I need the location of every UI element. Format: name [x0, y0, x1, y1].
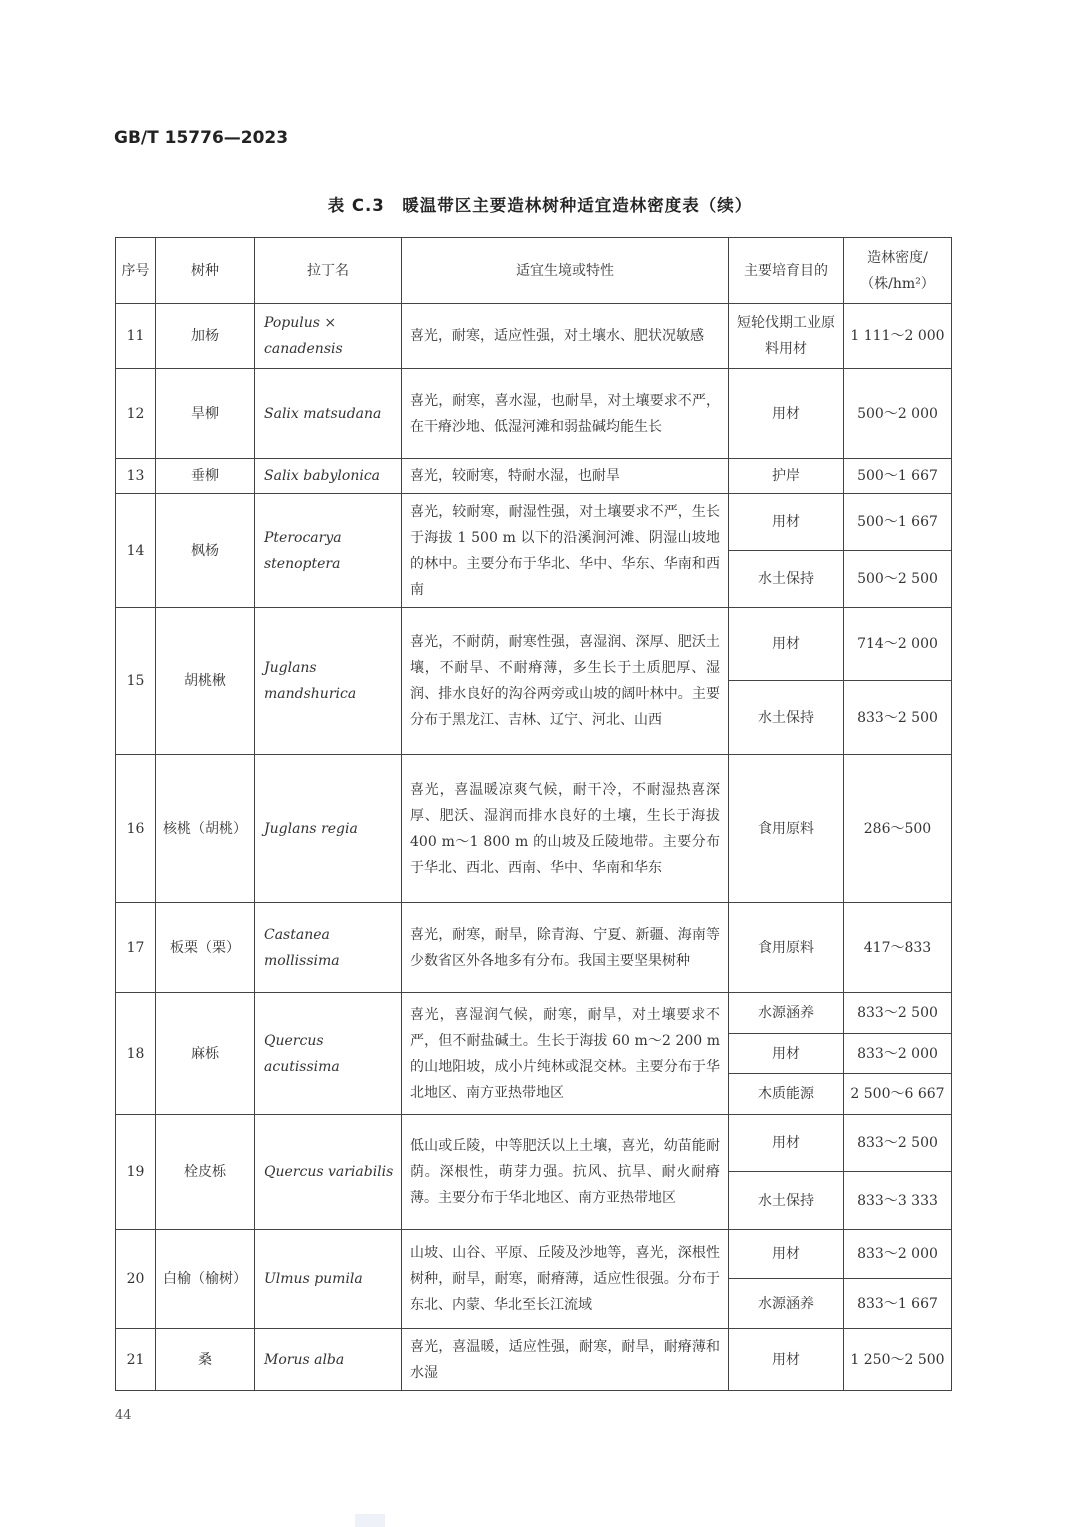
cell-habitat: 喜光，喜温暖凉爽气候，耐干冷，不耐湿热喜深厚、肥沃、湿润而排水良好的土壤，生长于海拔 400 m～1 800 m 的山坡及丘陵地带。主要分布于华北、西北、西南、华中、华南和华东: [402, 755, 729, 903]
cell-species: 枫杨: [156, 494, 255, 608]
cell-density: 500～2 500: [844, 551, 952, 608]
cell-purpose: 用材: [729, 1034, 844, 1074]
cell-density: 833～2 000: [844, 1034, 952, 1074]
cell-no: 16: [116, 755, 156, 903]
cell-species: 桑: [156, 1329, 255, 1391]
table-row: [116, 304, 952, 369]
page-number: 44: [115, 1408, 132, 1423]
cell-purpose: 木质能源: [729, 1074, 844, 1115]
table-row: [116, 1329, 952, 1391]
cell-no: 19: [116, 1115, 156, 1230]
cell-species: 核桃（胡桃）: [156, 755, 255, 903]
cell-species: 胡桃楸: [156, 608, 255, 755]
cell-latin: Pterocarya stenoptera: [255, 494, 402, 608]
cell-no: 14: [116, 494, 156, 608]
cell-species: 栓皮栎: [156, 1115, 255, 1230]
table-title: 表 C.3 暖温带区主要造林树种适宜造林密度表（续）: [327, 196, 753, 215]
cell-habitat: 喜光，耐寒，喜水湿，也耐旱，对土壤要求不严，在干瘠沙地、低湿河滩和弱盐碱均能生长: [402, 369, 729, 459]
cell-habitat: 喜光，耐寒，适应性强，对土壤水、肥状况敏感: [402, 304, 729, 369]
density-table: [115, 237, 952, 1391]
cell-habitat: 喜光，耐寒，耐旱，除青海、宁夏、新疆、海南等少数省区外各地多有分布。我国主要坚果树种: [402, 903, 729, 993]
cell-latin: Castanea mollissima: [255, 903, 402, 993]
cell-habitat: 山坡、山谷、平原、丘陵及沙地等，喜光，深根性树种，耐旱，耐寒，耐瘠薄，适应性很强。分布于东北、内蒙、华北至长江流域: [402, 1230, 729, 1329]
cell-no: 13: [116, 459, 156, 494]
cell-density: 833～3 333: [844, 1172, 952, 1230]
cell-density: 833～1 667: [844, 1279, 952, 1329]
header-density: [844, 238, 952, 304]
cell-species: 白榆（榆树）: [156, 1230, 255, 1329]
table-body: [116, 304, 952, 1391]
cell-purpose: 用材: [729, 494, 844, 551]
cell-habitat: 喜光，喜温暖，适应性强，耐寒，耐旱，耐瘠薄和水湿: [402, 1329, 729, 1391]
cell-purpose: 食用原料: [729, 755, 844, 903]
cell-purpose: 护岸: [729, 459, 844, 494]
cell-density: 500～2 000: [844, 369, 952, 459]
header-purpose: 主要培育目的: [729, 238, 844, 304]
document-code: GB/T 15776—2023: [114, 128, 289, 148]
cell-density: 417～833: [844, 903, 952, 993]
cell-latin: Quercus variabilis: [255, 1115, 402, 1230]
cell-no: 11: [116, 304, 156, 369]
table-row: [116, 1230, 952, 1279]
cell-latin: Morus alba: [255, 1329, 402, 1391]
cell-density: 833～2 000: [844, 1230, 952, 1279]
cell-density: 1 111～2 000: [844, 304, 952, 369]
cell-density: 714～2 000: [844, 608, 952, 681]
cell-purpose: 水土保持: [729, 551, 844, 608]
table-row: [116, 755, 952, 903]
table-row: [116, 993, 952, 1034]
cell-habitat: 低山或丘陵，中等肥沃以上土壤，喜光，幼苗能耐荫。深根性，萌芽力强。抗风、抗旱、耐火耐瘠薄。主要分布于华北地区、南方亚热带地区: [402, 1115, 729, 1230]
header-latin: 拉丁名: [255, 238, 402, 304]
cell-purpose: 水源涵养: [729, 993, 844, 1034]
cell-species: 麻栎: [156, 993, 255, 1115]
cell-purpose: 短轮伐期工业原料用材: [729, 304, 844, 369]
cell-density: 286～500: [844, 755, 952, 903]
table-row: [116, 494, 952, 551]
cell-latin: Populus × canadensis: [255, 304, 402, 369]
cell-density: 500～1 667: [844, 494, 952, 551]
cell-no: 15: [116, 608, 156, 755]
cell-latin: Quercus acutissima: [255, 993, 402, 1115]
cell-density: 833～2 500: [844, 993, 952, 1034]
header-density-line2: （株/hm²）: [860, 275, 935, 292]
cell-no: 20: [116, 1230, 156, 1329]
cell-species: 垂柳: [156, 459, 255, 494]
cell-habitat: 喜光，不耐荫，耐寒性强，喜湿润、深厚、肥沃土壤，不耐旱、不耐瘠薄，多生长于土质肥厚、湿润、排水良好的沟谷两旁或山坡的阔叶林中。主要分布于黑龙江、吉林、辽宁、河北、山西: [402, 608, 729, 755]
cell-density: 500～1 667: [844, 459, 952, 494]
header-habitat: 适宜生境或特性: [402, 238, 729, 304]
cell-habitat: 喜光，较耐寒，耐湿性强，对土壤要求不严，生长于海拔 1 500 m 以下的沿溪涧河滩、阴湿山坡地的林中。主要分布于华北、华中、华东、华南和西南: [402, 494, 729, 608]
table-header-row: [116, 238, 952, 304]
cell-purpose: 用材: [729, 1115, 844, 1172]
cell-density: 2 500～6 667: [844, 1074, 952, 1115]
table-row: [116, 459, 952, 494]
header-density-line1: 造林密度/: [867, 249, 928, 266]
table-row: [116, 369, 952, 459]
cell-density: 833～2 500: [844, 681, 952, 755]
cell-purpose: 用材: [729, 1230, 844, 1279]
cell-no: 17: [116, 903, 156, 993]
cell-density: 833～2 500: [844, 1115, 952, 1172]
cell-latin: Ulmus pumila: [255, 1230, 402, 1329]
cell-latin: Salix babylonica: [255, 459, 402, 494]
cell-purpose: 水土保持: [729, 1172, 844, 1230]
cell-no: 12: [116, 369, 156, 459]
cell-no: 21: [116, 1329, 156, 1391]
cell-latin: Juglans regia: [255, 755, 402, 903]
cell-purpose: 食用原料: [729, 903, 844, 993]
cell-species: 板栗（栗）: [156, 903, 255, 993]
cell-species: 加杨: [156, 304, 255, 369]
table-row: [116, 1115, 952, 1172]
cell-purpose: 用材: [729, 608, 844, 681]
cell-purpose: 用材: [729, 1329, 844, 1391]
cell-latin: Salix matsudana: [255, 369, 402, 459]
cell-purpose: 水源涵养: [729, 1279, 844, 1329]
header-no: 序号: [116, 238, 156, 304]
cell-purpose: 水土保持: [729, 681, 844, 755]
cell-no: 18: [116, 993, 156, 1115]
cell-density: 1 250～2 500: [844, 1329, 952, 1391]
scan-watermark-fragment: [355, 1514, 385, 1527]
header-species: 树种: [156, 238, 255, 304]
table-row: [116, 608, 952, 681]
cell-latin: Juglans mandshurica: [255, 608, 402, 755]
cell-species: 旱柳: [156, 369, 255, 459]
table-row: [116, 903, 952, 993]
cell-purpose: 用材: [729, 369, 844, 459]
cell-habitat: 喜光，喜湿润气候，耐寒，耐旱，对土壤要求不严，但不耐盐碱土。生长于海拔 60 m～2 200 m 的山地阳坡，成小片纯林或混交林。主要分布于华北地区、南方亚热带地区: [402, 993, 729, 1115]
cell-habitat: 喜光，较耐寒，特耐水湿，也耐旱: [402, 459, 729, 494]
